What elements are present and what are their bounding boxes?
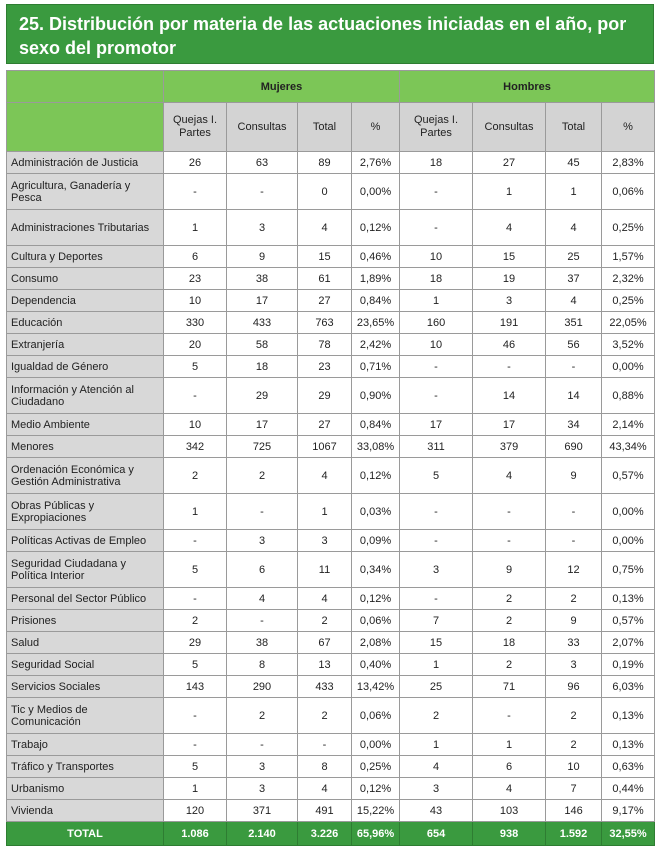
- table-cell: 1: [400, 734, 473, 756]
- group-header-women: Mujeres: [164, 71, 400, 103]
- table-cell: 2: [164, 610, 227, 632]
- table-cell: 1: [473, 174, 546, 210]
- table-cell: 0,40%: [352, 654, 400, 676]
- table-cell: -: [400, 356, 473, 378]
- table-cell: 0,12%: [352, 458, 400, 494]
- table-cell: 37: [546, 268, 602, 290]
- table-cell: 38: [227, 632, 298, 654]
- table-cell: 2,32%: [602, 268, 655, 290]
- table-cell: 13,42%: [352, 676, 400, 698]
- table-cell: 4: [473, 778, 546, 800]
- row-label: Seguridad Social: [7, 654, 164, 676]
- table-cell: 0,63%: [602, 756, 655, 778]
- table-row: [7, 290, 655, 312]
- col-header: Consultas: [227, 103, 298, 152]
- table-cell: 10: [400, 334, 473, 356]
- table-cell: 1: [400, 654, 473, 676]
- table-cell: 379: [473, 436, 546, 458]
- table-cell: 0,34%: [352, 552, 400, 588]
- table-cell: 38: [227, 268, 298, 290]
- group-header-row: [7, 71, 655, 103]
- col-header: %: [352, 103, 400, 152]
- col-header: Total: [298, 103, 352, 152]
- table-cell: 1,57%: [602, 246, 655, 268]
- header-corner: [7, 71, 164, 103]
- row-label: Prisiones: [7, 610, 164, 632]
- table-cell: 27: [298, 414, 352, 436]
- table-cell: 143: [164, 676, 227, 698]
- table-cell: -: [546, 494, 602, 530]
- table-row: [7, 610, 655, 632]
- table-cell: 1,89%: [352, 268, 400, 290]
- table-cell: 10: [164, 290, 227, 312]
- table-row: [7, 778, 655, 800]
- col-header: Consultas: [473, 103, 546, 152]
- row-label: Información y Atención al Ciudadano: [7, 378, 164, 414]
- table-cell: 10: [400, 246, 473, 268]
- table-row: [7, 676, 655, 698]
- table-cell: 25: [546, 246, 602, 268]
- table-cell: -: [473, 530, 546, 552]
- table-cell: -: [227, 174, 298, 210]
- table-title: 25. Distribución por materia de las actuaciones iniciadas en el año, por sexo del promotor: [19, 14, 627, 58]
- row-label: Administración de Justicia: [7, 152, 164, 174]
- table-cell: 2: [298, 610, 352, 632]
- table-cell: 3,52%: [602, 334, 655, 356]
- row-label: Dependencia: [7, 290, 164, 312]
- group-header-men: Hombres: [400, 71, 655, 103]
- row-label: Menores: [7, 436, 164, 458]
- table-cell: 491: [298, 800, 352, 822]
- row-label: Consumo: [7, 268, 164, 290]
- table-cell: 0,12%: [352, 588, 400, 610]
- table-cell: 4: [298, 778, 352, 800]
- table-cell: 0,71%: [352, 356, 400, 378]
- table-cell: 2,14%: [602, 414, 655, 436]
- header-corner-sub: [7, 103, 164, 152]
- table-cell: 15: [298, 246, 352, 268]
- row-label: Vivienda: [7, 800, 164, 822]
- table-cell: -: [400, 174, 473, 210]
- table-cell: 29: [227, 378, 298, 414]
- table-cell: 2: [400, 698, 473, 734]
- table-cell: 0,00%: [602, 494, 655, 530]
- table-cell: 5: [400, 458, 473, 494]
- table-cell: 0,25%: [352, 756, 400, 778]
- row-label: Ordenación Económica y Gestión Administrativa: [7, 458, 164, 494]
- table-cell: 43,34%: [602, 436, 655, 458]
- table-cell: 0,00%: [352, 734, 400, 756]
- table-cell: 433: [227, 312, 298, 334]
- table-cell: 1: [164, 210, 227, 246]
- table-cell: 342: [164, 436, 227, 458]
- table-cell: -: [164, 734, 227, 756]
- table-cell: -: [227, 494, 298, 530]
- table-body: [7, 152, 655, 822]
- table-row: [7, 246, 655, 268]
- table-cell: 15,22%: [352, 800, 400, 822]
- table-cell: 0,09%: [352, 530, 400, 552]
- table-cell: 2: [473, 654, 546, 676]
- table-cell: 0,00%: [352, 174, 400, 210]
- table-cell: 2,07%: [602, 632, 655, 654]
- table-cell: 45: [546, 152, 602, 174]
- table-cell: 22,05%: [602, 312, 655, 334]
- table-cell: 9: [473, 552, 546, 588]
- table-cell: 0,06%: [352, 698, 400, 734]
- table-cell: -: [164, 588, 227, 610]
- total-row: [7, 822, 655, 846]
- table-cell: 1: [164, 778, 227, 800]
- table-cell: 17: [227, 290, 298, 312]
- table-cell: -: [473, 494, 546, 530]
- row-label: Educación: [7, 312, 164, 334]
- table-cell: 4: [298, 458, 352, 494]
- total-cell: 2.140: [227, 822, 298, 846]
- table-row: [7, 588, 655, 610]
- table-cell: 0,12%: [352, 210, 400, 246]
- table-cell: -: [400, 210, 473, 246]
- table-cell: 0,57%: [602, 610, 655, 632]
- column-header-row: [7, 103, 655, 152]
- table-cell: -: [227, 734, 298, 756]
- table-cell: 2,42%: [352, 334, 400, 356]
- table-cell: 6: [227, 552, 298, 588]
- table-cell: 33: [546, 632, 602, 654]
- table-cell: 2: [546, 698, 602, 734]
- table-cell: 23: [164, 268, 227, 290]
- table-cell: 2,83%: [602, 152, 655, 174]
- table-cell: 33,08%: [352, 436, 400, 458]
- table-cell: 29: [164, 632, 227, 654]
- total-cell: 3.226: [298, 822, 352, 846]
- col-header: Quejas I. Partes: [164, 103, 227, 152]
- table-cell: 311: [400, 436, 473, 458]
- table-cell: 12: [546, 552, 602, 588]
- total-cell: 65,96%: [352, 822, 400, 846]
- table-cell: 9: [546, 610, 602, 632]
- table-cell: 6: [473, 756, 546, 778]
- table-cell: 10: [546, 756, 602, 778]
- table-cell: 3: [546, 654, 602, 676]
- table-row: [7, 356, 655, 378]
- table-cell: 2: [473, 610, 546, 632]
- table-cell: 18: [473, 632, 546, 654]
- table-cell: 96: [546, 676, 602, 698]
- table-row: [7, 530, 655, 552]
- table-cell: 8: [298, 756, 352, 778]
- table-cell: 2: [227, 458, 298, 494]
- table-cell: 290: [227, 676, 298, 698]
- row-label: Extranjería: [7, 334, 164, 356]
- table-cell: 0,25%: [602, 290, 655, 312]
- total-cell: 654: [400, 822, 473, 846]
- table-cell: 351: [546, 312, 602, 334]
- table-cell: -: [473, 698, 546, 734]
- table-cell: 0,00%: [602, 356, 655, 378]
- table-cell: 1: [164, 494, 227, 530]
- table-cell: -: [164, 378, 227, 414]
- table-cell: -: [400, 588, 473, 610]
- col-header: Total: [546, 103, 602, 152]
- table-cell: 2: [298, 698, 352, 734]
- table-cell: 2: [164, 458, 227, 494]
- table-cell: -: [400, 494, 473, 530]
- table-cell: 0,03%: [352, 494, 400, 530]
- table-cell: 7: [546, 778, 602, 800]
- table-cell: -: [227, 610, 298, 632]
- table-row: [7, 436, 655, 458]
- table-cell: -: [400, 530, 473, 552]
- table-cell: 23: [298, 356, 352, 378]
- table-cell: 26: [164, 152, 227, 174]
- table-cell: 0,13%: [602, 698, 655, 734]
- row-label: Salud: [7, 632, 164, 654]
- row-label: Agricultura, Ganadería y Pesca: [7, 174, 164, 210]
- table-cell: 18: [400, 268, 473, 290]
- table-cell: 0,13%: [602, 588, 655, 610]
- table-cell: 2,08%: [352, 632, 400, 654]
- table-cell: 61: [298, 268, 352, 290]
- col-header: %: [602, 103, 655, 152]
- table-cell: 0,00%: [602, 530, 655, 552]
- table-cell: 10: [164, 414, 227, 436]
- row-label: Políticas Activas de Empleo: [7, 530, 164, 552]
- table-cell: -: [164, 698, 227, 734]
- table-cell: 0,19%: [602, 654, 655, 676]
- table-cell: 6: [164, 246, 227, 268]
- table-cell: 19: [473, 268, 546, 290]
- table-cell: 0,90%: [352, 378, 400, 414]
- table-cell: 23,65%: [352, 312, 400, 334]
- table-cell: 0,06%: [602, 174, 655, 210]
- total-cell: 1.592: [546, 822, 602, 846]
- table-cell: -: [298, 734, 352, 756]
- table-row: [7, 334, 655, 356]
- row-label: Medio Ambiente: [7, 414, 164, 436]
- row-label: Seguridad Ciudadana y Política Interior: [7, 552, 164, 588]
- table-cell: 2: [473, 588, 546, 610]
- table-cell: -: [164, 174, 227, 210]
- table-cell: 9,17%: [602, 800, 655, 822]
- table-row: [7, 152, 655, 174]
- table-row: [7, 268, 655, 290]
- row-label: Cultura y Deportes: [7, 246, 164, 268]
- table-cell: 103: [473, 800, 546, 822]
- table-cell: 18: [400, 152, 473, 174]
- table-row: [7, 800, 655, 822]
- row-label: Personal del Sector Público: [7, 588, 164, 610]
- table-cell: -: [473, 356, 546, 378]
- table-row: [7, 494, 655, 530]
- table-cell: 4: [227, 588, 298, 610]
- table-cell: 46: [473, 334, 546, 356]
- table-cell: 11: [298, 552, 352, 588]
- table-cell: 4: [298, 588, 352, 610]
- table-cell: 0,44%: [602, 778, 655, 800]
- table-cell: 0,46%: [352, 246, 400, 268]
- table-cell: 0,12%: [352, 778, 400, 800]
- table-cell: 0,75%: [602, 552, 655, 588]
- table-cell: 3: [298, 530, 352, 552]
- table-cell: 58: [227, 334, 298, 356]
- total-cell: 1.086: [164, 822, 227, 846]
- table-cell: 67: [298, 632, 352, 654]
- table-cell: 2: [227, 698, 298, 734]
- table-cell: 3: [227, 530, 298, 552]
- table-cell: 3: [227, 210, 298, 246]
- table-row: [7, 632, 655, 654]
- table-row: [7, 174, 655, 210]
- table-cell: 0,06%: [352, 610, 400, 632]
- table-cell: 0,84%: [352, 414, 400, 436]
- table-cell: 17: [473, 414, 546, 436]
- table-row: [7, 210, 655, 246]
- data-table: [6, 70, 655, 846]
- table-cell: 0,57%: [602, 458, 655, 494]
- table-cell: 71: [473, 676, 546, 698]
- table-cell: 3: [473, 290, 546, 312]
- table-cell: 56: [546, 334, 602, 356]
- table-cell: 9: [546, 458, 602, 494]
- table-cell: 18: [227, 356, 298, 378]
- table-cell: 4: [473, 458, 546, 494]
- table-cell: 146: [546, 800, 602, 822]
- table-cell: 17: [400, 414, 473, 436]
- table-cell: 63: [227, 152, 298, 174]
- table-cell: 43: [400, 800, 473, 822]
- table-cell: 371: [227, 800, 298, 822]
- table-cell: 15: [400, 632, 473, 654]
- table-row: [7, 698, 655, 734]
- table-row: [7, 756, 655, 778]
- table-cell: 14: [546, 378, 602, 414]
- table-cell: 0,25%: [602, 210, 655, 246]
- table-row: [7, 654, 655, 676]
- table-row: [7, 312, 655, 334]
- total-label: TOTAL: [7, 822, 164, 846]
- table-cell: 2: [546, 734, 602, 756]
- table-cell: 2: [546, 588, 602, 610]
- table-cell: 5: [164, 756, 227, 778]
- table-cell: 0: [298, 174, 352, 210]
- table-cell: 17: [227, 414, 298, 436]
- table-cell: -: [546, 530, 602, 552]
- table-cell: 3: [227, 778, 298, 800]
- table-cell: -: [164, 530, 227, 552]
- table-cell: 5: [164, 654, 227, 676]
- table-cell: 25: [400, 676, 473, 698]
- table-cell: 2,76%: [352, 152, 400, 174]
- row-label: Tráfico y Transportes: [7, 756, 164, 778]
- table-cell: 3: [227, 756, 298, 778]
- table-cell: 29: [298, 378, 352, 414]
- table-cell: 725: [227, 436, 298, 458]
- table-cell: 9: [227, 246, 298, 268]
- table-cell: -: [400, 378, 473, 414]
- col-header: Quejas I. Partes: [400, 103, 473, 152]
- table-cell: 1: [546, 174, 602, 210]
- table-cell: 14: [473, 378, 546, 414]
- table-cell: 1: [298, 494, 352, 530]
- table-cell: -: [546, 356, 602, 378]
- table-cell: 160: [400, 312, 473, 334]
- table-cell: 1: [400, 290, 473, 312]
- table-cell: 5: [164, 356, 227, 378]
- table-cell: 120: [164, 800, 227, 822]
- table-cell: 34: [546, 414, 602, 436]
- total-cell: 32,55%: [602, 822, 655, 846]
- table-cell: 4: [546, 290, 602, 312]
- table-cell: 5: [164, 552, 227, 588]
- table-cell: 330: [164, 312, 227, 334]
- row-label: Servicios Sociales: [7, 676, 164, 698]
- table-row: [7, 458, 655, 494]
- table-cell: 4: [400, 756, 473, 778]
- title-banner: [6, 4, 654, 64]
- table-cell: 763: [298, 312, 352, 334]
- table-cell: 1: [473, 734, 546, 756]
- table-cell: 78: [298, 334, 352, 356]
- table-cell: 4: [298, 210, 352, 246]
- table-cell: 4: [473, 210, 546, 246]
- row-label: Administraciones Tributarias: [7, 210, 164, 246]
- table-cell: 433: [298, 676, 352, 698]
- row-label: Obras Públicas y Expropiaciones: [7, 494, 164, 530]
- row-label: Trabajo: [7, 734, 164, 756]
- table-row: [7, 414, 655, 436]
- table-cell: 191: [473, 312, 546, 334]
- total-cell: 938: [473, 822, 546, 846]
- table-cell: 0,13%: [602, 734, 655, 756]
- table-cell: 7: [400, 610, 473, 632]
- table-cell: 20: [164, 334, 227, 356]
- table-cell: 6,03%: [602, 676, 655, 698]
- table-cell: 89: [298, 152, 352, 174]
- table-cell: 1067: [298, 436, 352, 458]
- table-row: [7, 378, 655, 414]
- table-cell: 27: [473, 152, 546, 174]
- table-cell: 0,88%: [602, 378, 655, 414]
- table-cell: 4: [546, 210, 602, 246]
- table-cell: 13: [298, 654, 352, 676]
- table-cell: 27: [298, 290, 352, 312]
- table-cell: 15: [473, 246, 546, 268]
- row-label: Urbanismo: [7, 778, 164, 800]
- table-row: [7, 734, 655, 756]
- row-label: Tic y Medios de Comunicación: [7, 698, 164, 734]
- table-cell: 690: [546, 436, 602, 458]
- table-cell: 8: [227, 654, 298, 676]
- table-cell: 3: [400, 778, 473, 800]
- table-cell: 3: [400, 552, 473, 588]
- table-cell: 0,84%: [352, 290, 400, 312]
- row-label: Igualdad de Género: [7, 356, 164, 378]
- table-row: [7, 552, 655, 588]
